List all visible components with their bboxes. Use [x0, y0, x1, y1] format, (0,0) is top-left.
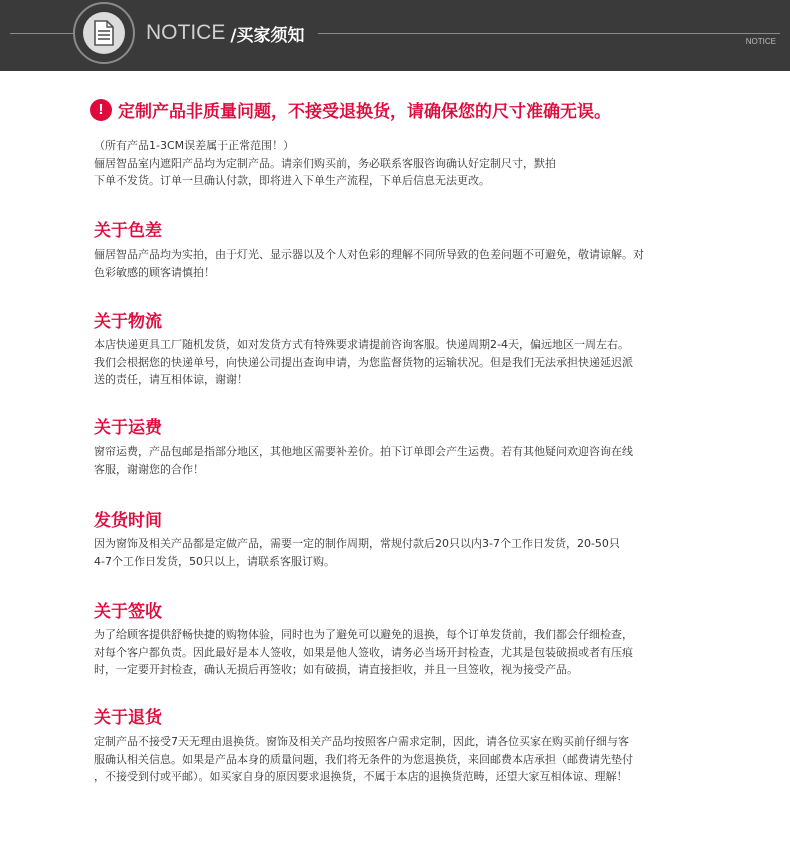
section-line: 本店快递更具工厂随机发货，如对发货方式有特殊要求请提前咨询客服。快递周期2-4天，偏远地区一周左右。	[94, 338, 629, 351]
header-title	[146, 19, 305, 47]
header-title-cn: /买家须知	[230, 25, 305, 46]
intro-paragraph	[94, 137, 694, 190]
section-line: 客服，谢谢您的合作！	[94, 462, 204, 476]
section-title-delivery-time: 发货时间	[94, 511, 162, 531]
header-tag: NOTICE	[745, 37, 776, 46]
warning-banner	[90, 97, 611, 122]
intro-line: （所有产品1-3CM误差属于正常范围！）	[94, 139, 295, 152]
header-badge	[73, 2, 135, 64]
section-line: 时，一定要开封检查，确认无损后再签收；如有破损，请直接拒收，并且一旦签收，视为接受产品。	[94, 663, 578, 676]
section-line: ，不接受到付或平邮）。如买家自身的原因要求退换货，不属于本店的退换货范畴，还望大家互相体谅、理解！	[94, 770, 628, 783]
section-line: 4-7个工作日发货，50只以上，请联系客服订购。	[94, 554, 335, 568]
section-body-shipping-fee	[94, 443, 694, 478]
intro-line: 下单不发货。订单一旦确认付款，即将进入下单生产流程，下单后信息无法更改。	[94, 174, 490, 187]
section-title-sign-for: 关于签收	[94, 602, 162, 622]
header-title-en: NOTICE	[146, 21, 226, 44]
document-icon	[83, 12, 125, 54]
section-title-returns: 关于退货	[94, 708, 162, 728]
header-divider-right	[318, 33, 780, 34]
section-line: 窗帘运费，产品包邮是指部分地区，其他地区需要补差价。拍下订单即会产生运费。若有其他疑问欢迎咨询在线	[94, 445, 633, 458]
section-body-sign-for	[94, 626, 694, 679]
section-line: 送的责任，请互相体谅，谢谢！	[94, 373, 248, 386]
section-title-logistics: 关于物流	[94, 312, 162, 332]
section-line: 俪居智品产品均为实拍，由于灯光、显示器以及个人对色彩的理解不同所导致的色差问题不可避免，敬请谅解。对	[94, 248, 644, 261]
header-divider-left	[10, 33, 73, 34]
section-line: 对每个客户都负责。因此最好是本人签收，如果是他人签收，请务必当场开封检查，尤其是包装破损或者有压痕	[94, 645, 633, 659]
section-body-logistics	[94, 336, 694, 389]
section-line: 为了给顾客提供舒畅快捷的购物体验，同时也为了避免可以避免的退换，每个订单发货前，我们都会仔细检查，	[94, 628, 633, 641]
section-body-returns	[94, 733, 694, 786]
warning-text: 定制产品非质量问题，不接受退换货，请确保您的尺寸准确无误。	[118, 102, 611, 122]
intro-line: 俪居智品室内遮阳产品均为定制产品。请亲们购买前，务必联系客服咨询确认好定制尺寸，默拍	[94, 156, 556, 170]
section-line: 服确认相关信息。如果是产品本身的质量问题，我们将无条件的为您退换货，来回邮费本店承担（邮费请先垫付	[94, 752, 633, 766]
section-body-color-difference	[94, 246, 694, 281]
section-line: 定制产品不接受7天无理由退换货。窗饰及相关产品均按照客户需求定制，因此，请各位买家在购买前仔细与客	[94, 735, 629, 748]
section-body-delivery-time	[94, 535, 694, 570]
notice-header	[0, 0, 790, 71]
section-line: 色彩敏感的顾客请慎拍！	[94, 265, 215, 279]
exclamation-icon: !	[90, 99, 112, 121]
section-title-shipping-fee: 关于运费	[94, 418, 162, 438]
section-line: 因为窗饰及相关产品都是定做产品，需要一定的制作周期，常规付款后20只以内3-7个工作日发货，20-50只	[94, 537, 620, 550]
section-title-color-difference: 关于色差	[94, 221, 162, 241]
section-line: 我们会根据您的快递单号，向快递公司提出查询申请，为您监督货物的运输状况。但是我们无法承担快递延迟派	[94, 355, 633, 369]
